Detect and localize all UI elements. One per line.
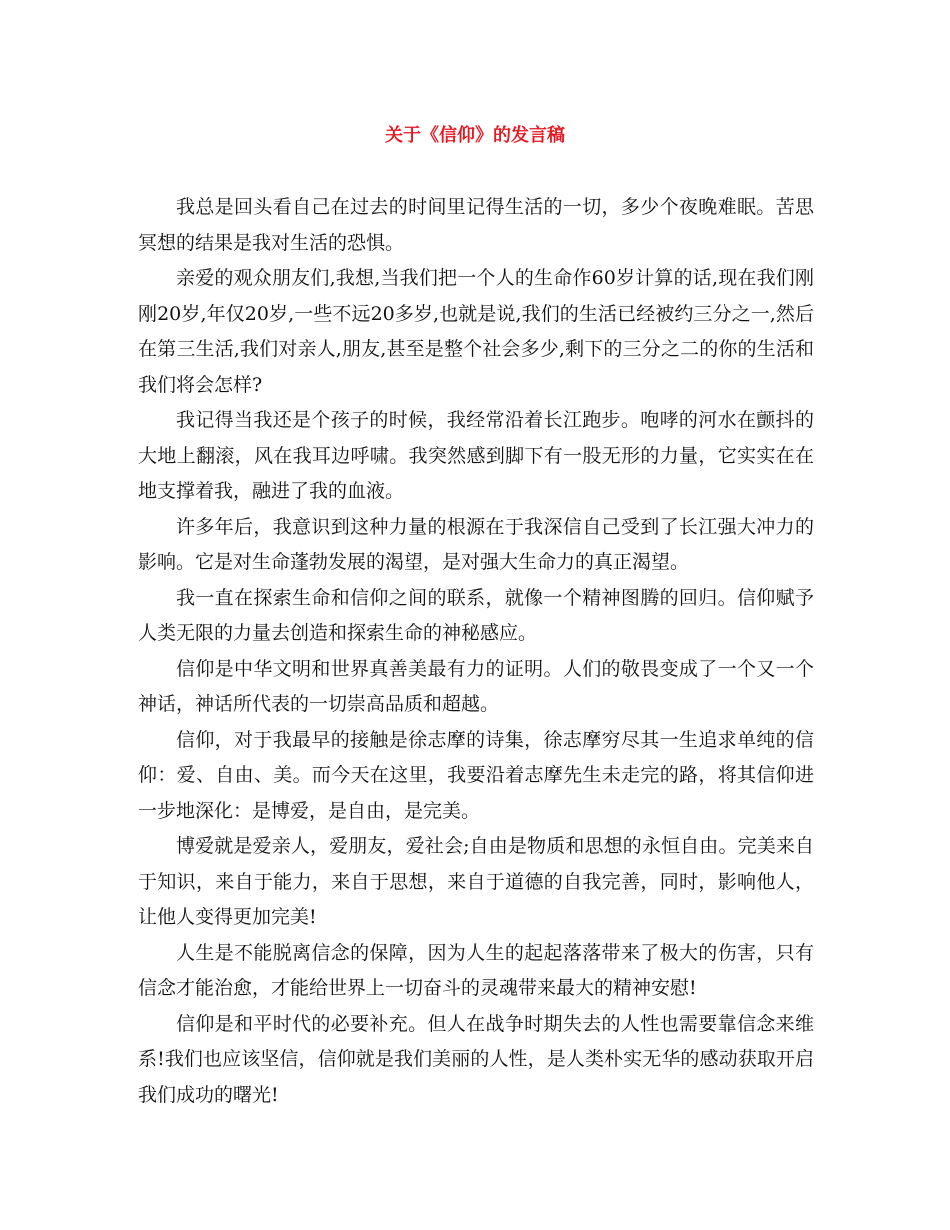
paragraph-1: 我总是回头看自己在过去的时间里记得生活的一切，多少个夜晚难眠。苦思冥想的结果是我对生活的恐惧。	[138, 196, 814, 254]
paragraph-2: 亲爱的观众朋友们,我想,当我们把一个人的生命作60岁计算的话,现在我们刚刚20岁,年仅20岁,一些不远20多岁,也就是说,我们的生活已经被约三分之一,然后在第三生活,我们对亲人,朋友,甚至是整个社会多少,剩下的三分之二的你的生活和我们将会怎样?	[138, 267, 814, 396]
paragraph-5: 我一直在探索生命和信仰之间的联系，就像一个精神图腾的回归。信仰赋予人类无限的力量去创造和探索生命的神秘感应。	[138, 586, 814, 644]
paragraph-6: 信仰是中华文明和世界真善美最有力的证明。人们的敬畏变成了一个又一个神话，神话所代表的一切崇高品质和超越。	[138, 657, 814, 715]
paragraph-4: 许多年后，我意识到这种力量的根源在于我深信自己受到了长江强大冲力的影响。它是对生命蓬勃发展的渴望，是对强大生命力的真正渴望。	[138, 515, 814, 573]
document-body	[138, 190, 814, 1113]
page-title: 关于《信仰》的发言稿	[385, 125, 565, 146]
paragraph-10: 信仰是和平时代的必要补充。但人在战争时期失去的人性也需要靠信念来维系!我们也应该坚信，信仰就是我们美丽的人性，是人类朴实无华的感动获取开启我们成功的曙光!	[138, 1012, 814, 1106]
paragraph-3: 我记得当我还是个孩子的时候，我经常沿着长江跑步。咆哮的河水在颤抖的大地上翻滚，风在我耳边呼啸。我突然感到脚下有一股无形的力量，它实实在在地支撑着我，融进了我的血液。	[138, 409, 814, 502]
paragraph-7: 信仰，对于我最早的接触是徐志摩的诗集，徐志摩穷尽其一生追求单纯的信仰：爱、自由、美。而今天在这里，我要沿着志摩先生未走完的路，将其信仰进一步地深化：是博爱，是自由，是完美。	[138, 728, 814, 822]
paragraph-9: 人生是不能脱离信念的保障，因为人生的起起落落带来了极大的伤害，只有信念才能治愈，才能给世界上一切奋斗的灵魂带来最大的精神安慰!	[138, 941, 814, 999]
paragraph-8: 博爱就是爱亲人，爱朋友，爱社会;自由是物质和思想的永恒自由。完美来自于知识，来自于能力，来自于思想，来自于道德的自我完善，同时，影响他人，让他人变得更加完美!	[138, 835, 814, 928]
